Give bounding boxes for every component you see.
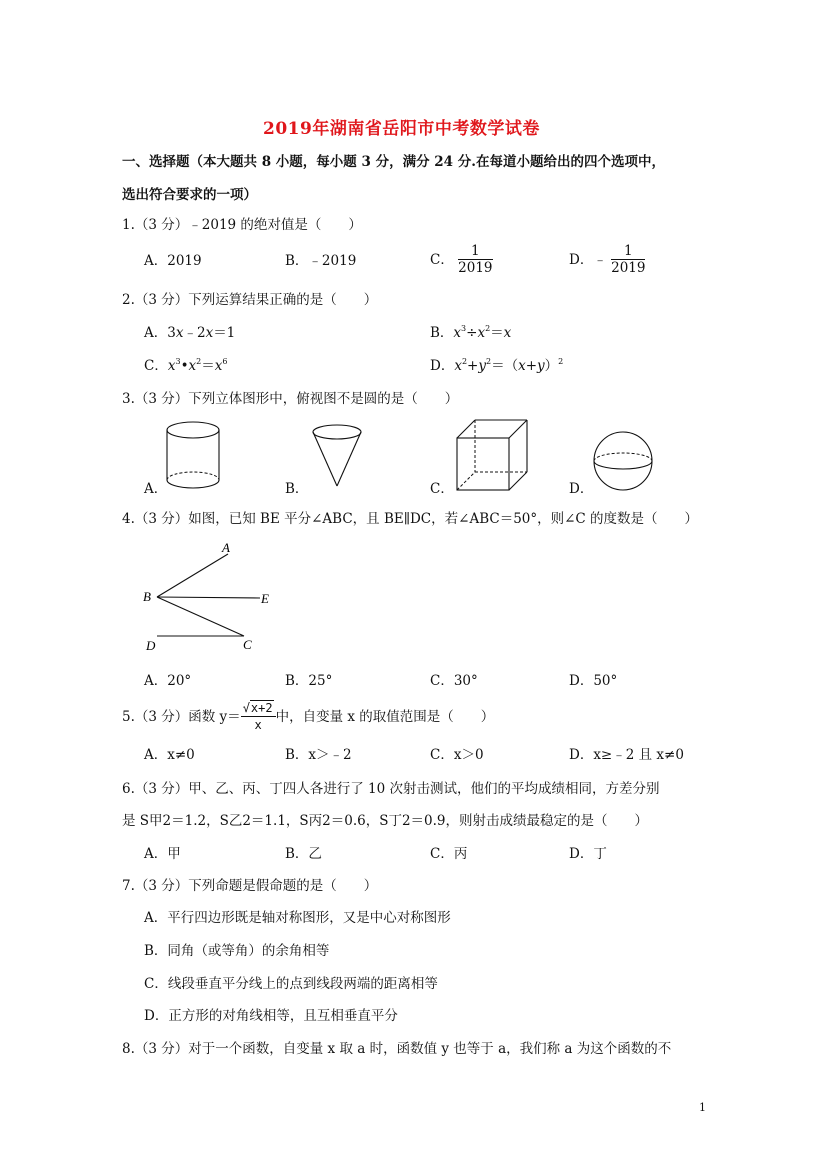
q6-line1: 6.（3 分）甲、乙、丙、丁四人各进行了 10 次射击测试，他们的平均成绩相同，方差分别 xyxy=(122,781,660,797)
q2-b-label: B． xyxy=(430,325,454,341)
q7-option-a: A．平行四边形既是轴对称图形，又是中心对称图形 xyxy=(144,910,451,926)
label-b: B xyxy=(143,589,151,604)
q6-option-c: C．丙 xyxy=(430,846,468,862)
q6-option-b: B．乙 xyxy=(285,846,322,862)
page-title: 2019年湖南省岳阳市中考数学试卷 xyxy=(263,119,540,139)
label-e: E xyxy=(261,591,269,606)
q3-option-a: A． xyxy=(144,481,168,497)
q4-option-c: C．30° xyxy=(430,673,478,689)
q4-geometry-figure xyxy=(140,540,290,655)
sphere-icon xyxy=(590,430,660,494)
q2-option-d: D．$x^2+y^2=(x+y)^2$ xyxy=(430,357,564,374)
q3-stem: 3.（3 分）下列立体图形中，俯视图不是圆的是（ ） xyxy=(122,391,459,407)
section-header-line1: 一、选择题（本大题共 8 小题，每小题 3 分，满分 24 分.在每道小题给出的四个选项中， xyxy=(122,154,665,170)
q2-option-c: C．$x^3•x^2=x^6$ xyxy=(144,357,228,374)
q8-stem: 8.（3 分）对于一个函数，自变量 x 取 a 时，函数值 y 也等于 a，我们称 a 为这个函数的不 xyxy=(122,1041,672,1057)
cylinder-icon xyxy=(160,418,230,494)
q5-fraction-denominator: x xyxy=(254,718,262,732)
q2-d-label: D． xyxy=(430,358,455,374)
q5-fraction: $\frac{√x+2}{x}$ xyxy=(241,700,276,733)
q1-option-a: A．2019 xyxy=(144,253,202,269)
q6-option-d: D．丁 xyxy=(569,846,607,862)
q2-c-label: C． xyxy=(144,358,168,374)
q2-stem: 2.（3 分）下列运算结果正确的是（ ） xyxy=(122,292,378,308)
q1-stem: 1.（3 分）﹣2019 的绝对值是（ ） xyxy=(122,217,362,233)
q5-stem-suffix: 中，自变量 x 的取值范围是（ ） xyxy=(275,708,495,725)
q1-option-d xyxy=(569,243,645,276)
page-number: 1 xyxy=(699,1101,706,1114)
cone-icon xyxy=(305,418,375,494)
ray-be xyxy=(157,597,260,598)
q1-c-denominator: 2019 xyxy=(458,260,493,276)
q7-option-b: B．同角（或等角）的余角相等 xyxy=(144,943,330,959)
q5-option-a: A．x≠0 xyxy=(144,747,195,763)
q4-stem xyxy=(122,510,698,528)
q4-stem-text: 4.（3 分）如图，已知 BE 平分∠ABC，且 BE∥DC，若∠ABC＝50°，则∠C 的度数是（ ） xyxy=(122,511,699,527)
label-a: A xyxy=(222,540,230,555)
q1-d-denominator: 2019 xyxy=(611,260,646,276)
q5-option-b: B．x＞﹣2 xyxy=(285,747,352,763)
q7-option-d: D．正方形的对角线相等，且互相垂直平分 xyxy=(144,1008,398,1024)
q2-option-b: B．$x^3\div x^2=x$ xyxy=(430,324,512,341)
q1-option-d-label: D．﹣ xyxy=(569,251,607,268)
q1-d-numerator: 1 xyxy=(611,243,645,260)
q2-a-label: A． xyxy=(144,325,168,341)
q2-option-a: A．3x﹣2x＝1 xyxy=(144,325,236,341)
q3-option-d: D． xyxy=(569,481,594,497)
q4-option-b: B．25° xyxy=(285,673,333,689)
q7-option-c: C．线段垂直平分线上的点到线段两端的距离相等 xyxy=(144,976,438,992)
q4-option-a: A．20° xyxy=(144,673,192,689)
q3-option-b: B． xyxy=(285,481,309,497)
label-c: C xyxy=(243,637,252,652)
q1-c-numerator: 1 xyxy=(458,243,492,260)
q6-option-a: A．甲 xyxy=(144,846,181,862)
q5-option-d: D．x≥﹣2 且 x≠0 xyxy=(569,747,684,763)
cube-icon xyxy=(452,418,532,494)
q6-line2: 是 S甲2＝1.2，S乙2＝1.1，S丙2＝0.6，S丁2＝0.9，则射击成绩最稳定的是（ ） xyxy=(122,813,649,829)
q4-option-d: D．50° xyxy=(569,673,618,689)
q1-option-b: B．﹣2019 xyxy=(285,253,357,269)
q5-stem-prefix: 5.（3 分）函数 y＝ xyxy=(122,708,241,725)
q1-option-c xyxy=(430,243,493,276)
q5-sqrt-radicand: x+2 xyxy=(250,701,273,715)
q3-option-c: C． xyxy=(430,481,454,497)
q5-stem xyxy=(122,700,494,733)
label-d: D xyxy=(146,638,156,653)
q5-option-c: C．x＞0 xyxy=(430,747,484,763)
ray-ba xyxy=(157,554,228,597)
section-header-line2: 选出符合要求的一项） xyxy=(122,187,257,203)
segment-bc xyxy=(157,597,244,636)
q1-option-c-label: C． xyxy=(430,251,454,268)
q7-stem: 7.（3 分）下列命题是假命题的是（ ） xyxy=(122,878,378,894)
